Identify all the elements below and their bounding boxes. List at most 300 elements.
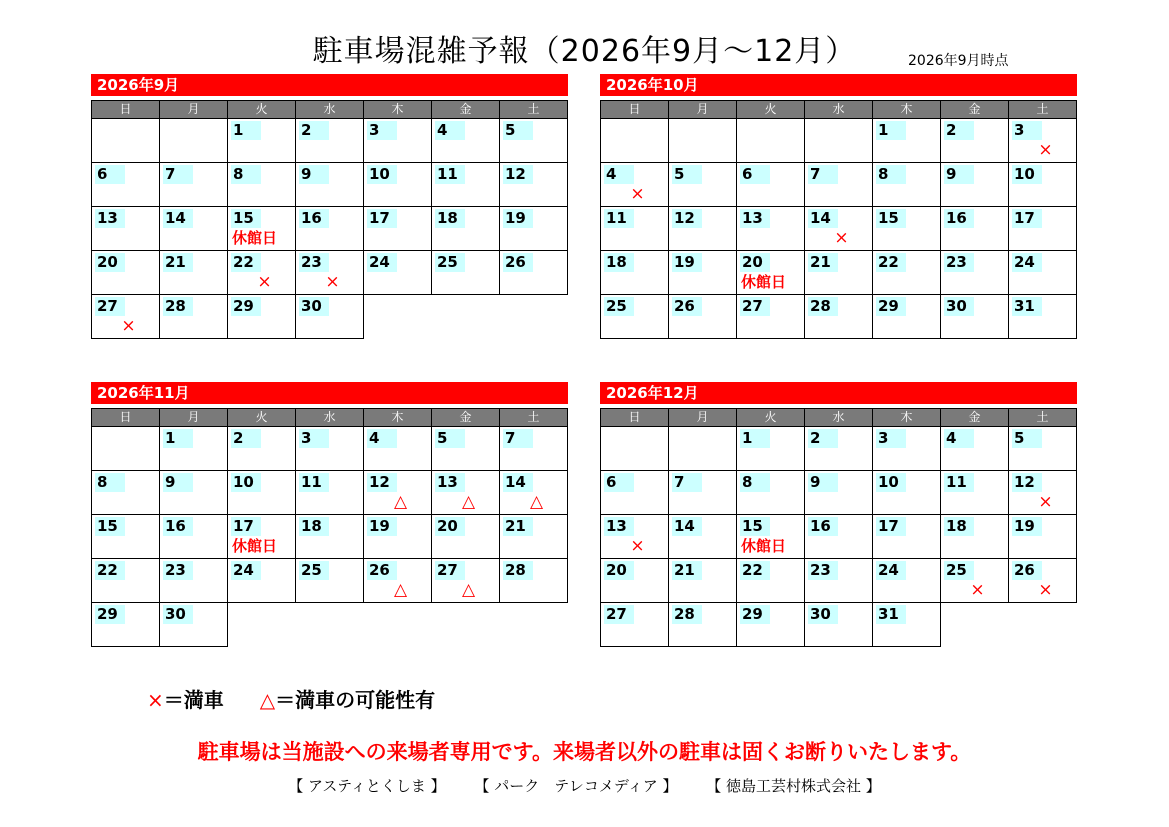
calendar-grid: [91, 100, 568, 339]
day-cell: [873, 427, 941, 471]
day-cell: [1009, 471, 1077, 515]
parking-notice: 駐車場は当施設への来場者専用です。来場者以外の駐車は固くお断りいたします。: [197, 740, 972, 764]
weekday-header: 月: [669, 101, 737, 119]
day-cell: [160, 471, 228, 515]
day-cell: [432, 515, 500, 559]
full-mark: ×: [257, 272, 272, 292]
day-cell: [1009, 251, 1077, 295]
empty-day-cell: [669, 119, 737, 163]
weekday-header: 水: [296, 101, 364, 119]
day-number: 30: [299, 297, 329, 316]
blank-area: [1009, 603, 1077, 647]
day-number: 5: [503, 121, 533, 140]
day-cell: [805, 603, 873, 647]
week-row: [601, 163, 1077, 207]
closed-day-note: 休館日: [741, 273, 787, 291]
day-cell: [1009, 163, 1077, 207]
day-number: 3: [299, 429, 329, 448]
day-cell: [805, 427, 873, 471]
weekday-header: 火: [737, 101, 805, 119]
week-row: [92, 251, 568, 295]
day-number: 6: [95, 165, 125, 184]
credits: [0, 775, 1169, 796]
day-cell: [500, 163, 568, 207]
day-cell: [92, 471, 160, 515]
weekday-header: 火: [228, 409, 296, 427]
weekday-header: 水: [805, 409, 873, 427]
day-cell: [500, 207, 568, 251]
day-cell: [805, 515, 873, 559]
day-cell: [737, 515, 805, 559]
day-cell: [669, 471, 737, 515]
day-number: 17: [876, 517, 906, 536]
day-cell: [160, 251, 228, 295]
week-row: [92, 559, 568, 603]
full-mark: ×: [630, 184, 645, 204]
day-number: 6: [604, 473, 634, 492]
day-number: 15: [231, 209, 261, 228]
day-cell: [669, 603, 737, 647]
day-number: 12: [672, 209, 702, 228]
day-number: 7: [672, 473, 702, 492]
weekday-header: 火: [228, 101, 296, 119]
weekday-header: 日: [92, 101, 160, 119]
day-cell: [364, 163, 432, 207]
day-number: 18: [604, 253, 634, 272]
day-cell: [1009, 295, 1077, 339]
day-number: 21: [808, 253, 838, 272]
day-cell: [737, 559, 805, 603]
day-number: 13: [95, 209, 125, 228]
day-number: 1: [163, 429, 193, 448]
day-cell: [296, 427, 364, 471]
empty-day-cell: [92, 119, 160, 163]
day-number: 31: [876, 605, 906, 624]
day-number: 16: [944, 209, 974, 228]
day-cell: [873, 471, 941, 515]
day-number: 5: [435, 429, 465, 448]
full-mark: ×: [1038, 492, 1053, 512]
week-row: [92, 207, 568, 251]
day-number: 22: [876, 253, 906, 272]
week-row: [92, 471, 568, 515]
day-cell: [500, 427, 568, 471]
day-number: 4: [367, 429, 397, 448]
week-row: [601, 119, 1077, 163]
day-number: 23: [163, 561, 193, 580]
blank-area: [432, 295, 500, 339]
day-number: 24: [1012, 253, 1042, 272]
day-cell: [941, 559, 1009, 603]
weekday-header: 金: [432, 409, 500, 427]
day-number: 11: [604, 209, 634, 228]
day-cell: [1009, 207, 1077, 251]
day-number: 28: [503, 561, 533, 580]
weekday-header: 金: [941, 101, 1009, 119]
day-number: 3: [876, 429, 906, 448]
weekday-header: 月: [669, 409, 737, 427]
full-mark: ×: [834, 228, 849, 248]
weekday-header: 木: [364, 101, 432, 119]
closed-day-note: 休館日: [232, 229, 278, 247]
week-row: [601, 251, 1077, 295]
day-cell: [432, 559, 500, 603]
day-number: 13: [604, 517, 634, 536]
day-cell: [669, 559, 737, 603]
day-cell: [364, 207, 432, 251]
week-row: [601, 603, 1077, 647]
empty-day-cell: [737, 119, 805, 163]
day-cell: [601, 559, 669, 603]
week-row: [92, 427, 568, 471]
blank-area: [364, 603, 432, 647]
day-cell: [873, 603, 941, 647]
day-number: 7: [808, 165, 838, 184]
day-number: 5: [1012, 429, 1042, 448]
day-cell: [1009, 119, 1077, 163]
day-cell: [601, 295, 669, 339]
day-cell: [364, 515, 432, 559]
full-symbol: ×: [147, 688, 164, 712]
maybe-full-mark: △: [393, 492, 408, 512]
day-number: 14: [672, 517, 702, 536]
day-number: 26: [503, 253, 533, 272]
day-number: 9: [299, 165, 329, 184]
day-cell: [601, 603, 669, 647]
weekday-header: 土: [500, 101, 568, 119]
day-cell: [432, 163, 500, 207]
day-number: 11: [944, 473, 974, 492]
day-number: 24: [367, 253, 397, 272]
page-title: 駐車場混雑予報（2026年9月～12月）: [312, 34, 857, 69]
calendar-december: [600, 382, 1077, 647]
day-cell: [1009, 559, 1077, 603]
credit-park: 【 パーク テレコメディア 】: [474, 777, 678, 795]
day-number: 10: [231, 473, 261, 492]
day-number: 1: [740, 429, 770, 448]
day-cell: [601, 207, 669, 251]
day-cell: [432, 471, 500, 515]
day-number: 16: [299, 209, 329, 228]
maybe-legend-text: ＝満車の可能性有: [275, 688, 436, 712]
full-mark: ×: [1038, 140, 1053, 160]
day-cell: [364, 251, 432, 295]
day-number: 20: [95, 253, 125, 272]
day-cell: [500, 251, 568, 295]
day-number: 9: [163, 473, 193, 492]
day-number: 22: [95, 561, 125, 580]
day-number: 25: [435, 253, 465, 272]
empty-day-cell: [669, 427, 737, 471]
day-number: 6: [740, 165, 770, 184]
day-cell: [296, 559, 364, 603]
day-cell: [669, 295, 737, 339]
day-number: 13: [435, 473, 465, 492]
day-number: 24: [231, 561, 261, 580]
day-number: 21: [672, 561, 702, 580]
blank-area: [500, 295, 568, 339]
month-label: 2026年10月: [600, 74, 1077, 96]
day-cell: [432, 251, 500, 295]
weekday-header: 土: [1009, 409, 1077, 427]
weekday-header: 土: [1009, 101, 1077, 119]
day-number: 19: [1012, 517, 1042, 536]
day-number: 17: [367, 209, 397, 228]
day-number: 12: [367, 473, 397, 492]
day-number: 18: [435, 209, 465, 228]
day-cell: [873, 295, 941, 339]
day-cell: [500, 119, 568, 163]
day-number: 18: [299, 517, 329, 536]
day-number: 10: [367, 165, 397, 184]
day-cell: [873, 515, 941, 559]
day-cell: [941, 295, 1009, 339]
calendar-october: [600, 74, 1077, 339]
day-number: 31: [1012, 297, 1042, 316]
day-cell: [873, 207, 941, 251]
day-cell: [737, 207, 805, 251]
day-number: 11: [435, 165, 465, 184]
day-cell: [737, 251, 805, 295]
day-cell: [364, 119, 432, 163]
day-cell: [296, 119, 364, 163]
day-number: 14: [808, 209, 838, 228]
day-cell: [160, 427, 228, 471]
legend: [147, 684, 435, 713]
day-cell: [669, 515, 737, 559]
full-mark: ×: [325, 272, 340, 292]
day-number: 5: [672, 165, 702, 184]
day-cell: [160, 295, 228, 339]
day-number: 10: [1012, 165, 1042, 184]
day-cell: [432, 119, 500, 163]
day-cell: [805, 471, 873, 515]
as-of-date: 2026年9月時点: [908, 53, 1009, 69]
calendar-grid: [600, 100, 1077, 339]
day-number: 8: [876, 165, 906, 184]
day-cell: [737, 471, 805, 515]
closed-day-note: 休館日: [741, 537, 787, 555]
day-cell: [669, 251, 737, 295]
day-cell: [92, 515, 160, 559]
week-row: [601, 295, 1077, 339]
day-number: 29: [876, 297, 906, 316]
maybe-full-mark: △: [529, 492, 544, 512]
day-number: 4: [944, 429, 974, 448]
day-cell: [228, 251, 296, 295]
day-number: 14: [163, 209, 193, 228]
day-cell: [92, 207, 160, 251]
day-cell: [601, 163, 669, 207]
day-number: 1: [231, 121, 261, 140]
day-cell: [941, 471, 1009, 515]
day-number: 2: [299, 121, 329, 140]
day-cell: [228, 295, 296, 339]
day-number: 9: [944, 165, 974, 184]
week-row: [92, 119, 568, 163]
full-mark: ×: [970, 580, 985, 600]
blank-area: [296, 603, 364, 647]
month-label: 2026年11月: [91, 382, 568, 404]
closed-day-note: 休館日: [232, 537, 278, 555]
blank-area: [228, 603, 296, 647]
day-number: 15: [740, 517, 770, 536]
day-cell: [364, 471, 432, 515]
day-number: 2: [944, 121, 974, 140]
day-cell: [160, 207, 228, 251]
day-number: 8: [231, 165, 261, 184]
day-cell: [941, 207, 1009, 251]
day-number: 21: [163, 253, 193, 272]
day-cell: [601, 471, 669, 515]
day-cell: [500, 471, 568, 515]
day-cell: [805, 251, 873, 295]
day-cell: [669, 207, 737, 251]
day-cell: [228, 559, 296, 603]
weekday-header: 日: [92, 409, 160, 427]
empty-day-cell: [92, 427, 160, 471]
day-number: 2: [231, 429, 261, 448]
day-cell: [737, 163, 805, 207]
calendar-september: [91, 74, 568, 339]
day-number: 27: [435, 561, 465, 580]
week-row: [601, 427, 1077, 471]
blank-area: [432, 603, 500, 647]
week-row: [601, 559, 1077, 603]
day-number: 19: [672, 253, 702, 272]
weekday-header: 月: [160, 101, 228, 119]
day-number: 25: [299, 561, 329, 580]
day-number: 28: [808, 297, 838, 316]
day-cell: [1009, 515, 1077, 559]
day-number: 8: [95, 473, 125, 492]
day-cell: [228, 119, 296, 163]
weekday-header: 金: [941, 409, 1009, 427]
day-cell: [941, 119, 1009, 163]
empty-day-cell: [601, 119, 669, 163]
day-cell: [805, 559, 873, 603]
week-row: [601, 207, 1077, 251]
day-number: 9: [808, 473, 838, 492]
day-cell: [873, 559, 941, 603]
day-number: 4: [435, 121, 465, 140]
day-number: 2: [808, 429, 838, 448]
weekday-header: 木: [873, 101, 941, 119]
month-label: 2026年12月: [600, 382, 1077, 404]
day-cell: [228, 471, 296, 515]
day-cell: [296, 207, 364, 251]
empty-day-cell: [160, 119, 228, 163]
calendar-grid: [600, 408, 1077, 647]
day-cell: [92, 251, 160, 295]
weekday-header: 水: [296, 409, 364, 427]
day-cell: [669, 163, 737, 207]
day-number: 29: [95, 605, 125, 624]
day-number: 14: [503, 473, 533, 492]
week-row: [601, 515, 1077, 559]
day-number: 15: [876, 209, 906, 228]
day-cell: [500, 515, 568, 559]
day-cell: [160, 603, 228, 647]
weekday-header: 木: [364, 409, 432, 427]
day-cell: [364, 559, 432, 603]
empty-day-cell: [805, 119, 873, 163]
day-number: 7: [503, 429, 533, 448]
calendar-november: [91, 382, 568, 647]
day-number: 27: [740, 297, 770, 316]
weekday-header: 火: [737, 409, 805, 427]
day-number: 12: [1012, 473, 1042, 492]
day-cell: [92, 295, 160, 339]
day-number: 1: [876, 121, 906, 140]
maybe-full-mark: △: [461, 580, 476, 600]
weekday-header: 木: [873, 409, 941, 427]
day-number: 25: [604, 297, 634, 316]
day-cell: [160, 163, 228, 207]
day-number: 17: [231, 517, 261, 536]
day-number: 13: [740, 209, 770, 228]
day-number: 7: [163, 165, 193, 184]
day-number: 24: [876, 561, 906, 580]
day-number: 23: [299, 253, 329, 272]
day-cell: [601, 515, 669, 559]
day-number: 22: [740, 561, 770, 580]
day-cell: [228, 515, 296, 559]
day-number: 21: [503, 517, 533, 536]
day-cell: [500, 559, 568, 603]
day-cell: [805, 207, 873, 251]
day-cell: [737, 603, 805, 647]
day-cell: [296, 163, 364, 207]
day-cell: [805, 295, 873, 339]
day-cell: [228, 207, 296, 251]
day-number: 30: [944, 297, 974, 316]
day-cell: [873, 251, 941, 295]
weekday-header: 日: [601, 101, 669, 119]
day-cell: [601, 251, 669, 295]
day-number: 10: [876, 473, 906, 492]
weekday-header: 土: [500, 409, 568, 427]
week-row: [92, 295, 568, 339]
day-number: 17: [1012, 209, 1042, 228]
day-cell: [941, 251, 1009, 295]
day-number: 20: [604, 561, 634, 580]
day-number: 4: [604, 165, 634, 184]
day-cell: [364, 427, 432, 471]
blank-area: [364, 295, 432, 339]
week-row: [601, 471, 1077, 515]
day-number: 25: [944, 561, 974, 580]
day-cell: [296, 251, 364, 295]
full-mark: ×: [121, 316, 136, 336]
day-number: 29: [740, 605, 770, 624]
day-cell: [432, 427, 500, 471]
day-cell: [941, 427, 1009, 471]
weekday-header: 日: [601, 409, 669, 427]
day-cell: [296, 295, 364, 339]
day-cell: [160, 559, 228, 603]
day-number: 11: [299, 473, 329, 492]
day-number: 30: [163, 605, 193, 624]
full-mark: ×: [630, 536, 645, 556]
day-number: 16: [163, 517, 193, 536]
maybe-full-mark: △: [393, 580, 408, 600]
credit-asty: 【 アスティとくしま 】: [288, 777, 446, 795]
day-number: 26: [367, 561, 397, 580]
blank-area: [941, 603, 1009, 647]
day-cell: [296, 471, 364, 515]
day-number: 15: [95, 517, 125, 536]
